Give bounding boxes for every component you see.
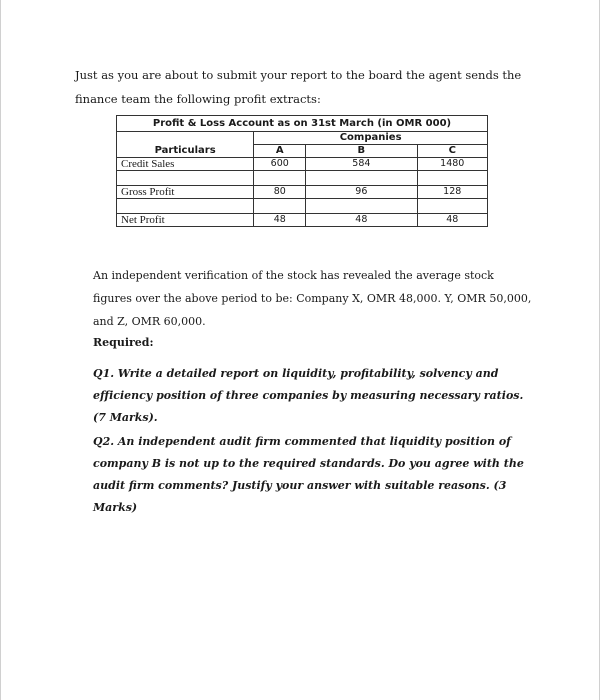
profit-loss-table — [116, 115, 488, 227]
table-row — [117, 158, 488, 171]
blank-cell — [117, 132, 254, 145]
cell-value: 48 — [306, 214, 417, 227]
column-header-a: A — [254, 145, 306, 158]
cell-value: 96 — [306, 186, 417, 199]
table-row — [117, 214, 488, 227]
intro-paragraph: Just as you are about to submit your report to the board the agent sends the finance team the following profit extracts: — [75, 68, 522, 106]
row-label: Net Profit — [117, 214, 254, 227]
cell-value: 128 — [417, 186, 488, 199]
table-row — [117, 186, 488, 199]
question-1: Q1. Write a detailed report on liquidity, profitability, solvency and efficiency position of three companies by measuring necessary ratios. (7 Marks). — [93, 367, 524, 424]
row-label: Credit Sales — [117, 158, 254, 171]
cell-value: 48 — [254, 214, 306, 227]
cell-value: 600 — [254, 158, 306, 171]
column-header-c: C — [417, 145, 488, 158]
cell-value: 80 — [254, 186, 306, 199]
row-label: Gross Profit — [117, 186, 254, 199]
question-2: Q2. An independent audit firm commented that liquidity position of company B is not up to the required standards. Do you agree with the audit firm comments? Justify your answer with suitable reasons. (3 Marks) — [93, 435, 524, 514]
cell-value: 1480 — [417, 158, 488, 171]
particulars-header: Particulars — [117, 145, 254, 158]
spacer-row — [117, 199, 488, 214]
verification-paragraph: An independent verification of the stock has revealed the average stock figures over the above period to be: Company X, OMR 48,000. Y, OMR 50,000, and Z, OMR 60,000. — [93, 269, 532, 328]
column-header-b: B — [306, 145, 417, 158]
cell-value: 48 — [417, 214, 488, 227]
table-title: Profit & Loss Account as on 31st March (in OMR 000) — [117, 116, 488, 132]
required-heading: Required: — [93, 336, 154, 349]
cell-value: 584 — [306, 158, 417, 171]
spacer-row — [117, 171, 488, 186]
companies-header: Companies — [254, 132, 488, 145]
